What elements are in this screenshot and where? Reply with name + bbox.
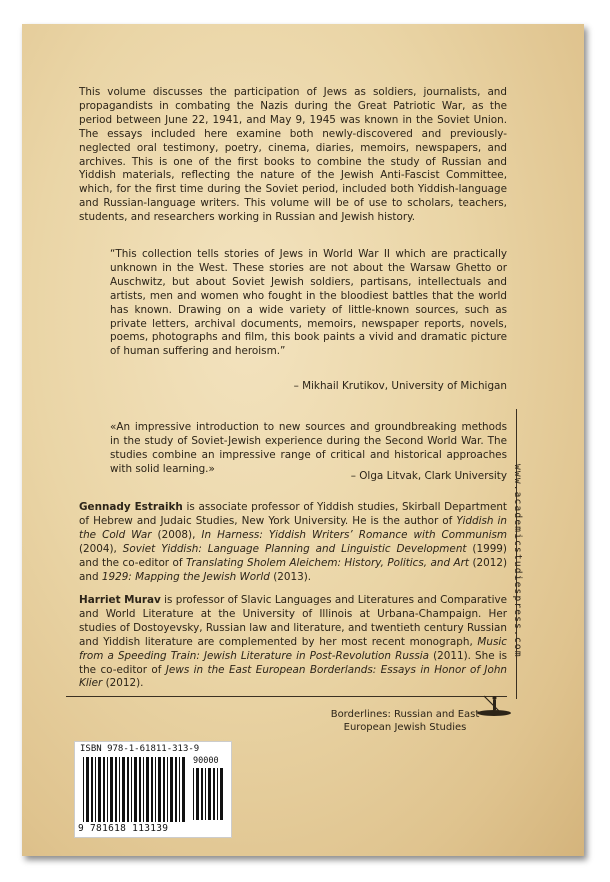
blurb-quote-litvak: «An impressive introduction to new sources and groundbreaking methods in the study of Soviet-Jewish experience during the Second World War. The studies combine an impressive range of critical and historical approaches with solid learning.»: [110, 421, 507, 475]
isbn-label: ISBN 978-1-61811-313-9: [80, 744, 200, 754]
publisher-website: www.academicstudiespress.com: [512, 464, 523, 658]
editor-name: Harriet Murav: [79, 594, 161, 606]
editor-bio-estraikh: Gennady Estraikh is associate professor of Yiddish studies, Skirball Department of Hebrew and Judaic Studies, New York University. He is the author of Yiddish in the Cold War (2008), In Harness: Yiddish Writers’ Romance with Communism (2004), Soviet Yiddish: Language Planning and Linguistic Development (1999) and the co-editor of Translating Sholem Aleichem: History, Politics, and Art (2012) and 1929: Mapping the Jewish World (2013).: [79, 501, 508, 583]
blurb-quote-krutikov: “This collection tells stories of Jews in World War II which are practically unknown in the West. These stories are not about the Warsaw Ghetto or Auschwitz, but about Soviet Jewish soldiers, partisans, intellectuals and artists, men and women who fought in the bloodiest battles that the world has known. Drawing on a wide variety of little-known sources, such as private letters, archival documents, memoirs, newspaper reports, novels, poems, photographs and film, this book paints a vivid and dramatic picture of human suffering and heroism.”: [110, 248, 507, 358]
barcode-number: 9 781618 113139: [78, 823, 169, 834]
editor-name: Gennady Estraikh: [79, 501, 183, 513]
series-title: Borderlines: Russian and East European Jewish Studies: [330, 709, 480, 733]
blurb-attribution-litvak: – Olga Litvak, Clark University: [350, 470, 507, 482]
book-back-cover: [22, 24, 584, 856]
price-code: 90000: [193, 756, 219, 766]
blurb-attribution-krutikov: – Mikhail Krutikov, University of Michigan: [293, 380, 507, 392]
book-description: This volume discusses the participation of Jews as soldiers, journalists, and propagandists in combating the Nazis during the Great Patriotic War, as the period between June 22, 1941, and May 9, 1945 was known in the Soviet Union. The essays included here examine both newly-discovered and previously-neglected oral testimony, poetry, cinema, diaries, memoirs, newspapers, and archives. This is one of the first books to combine the study of Russian and Yiddish materials, reflecting the nature of the Jewish Anti-Fascist Committee, which, for the first time during the Soviet period, included both Yiddish-language and Russian-language writers. This volume will be of use to scholars, teachers, students, and researchers working in Russian and Jewish history.: [79, 86, 507, 224]
horizontal-divider: [66, 696, 507, 697]
editor-bio-murav: Harriet Murav is professor of Slavic Languages and Literatures and Comparative and World Literature at the University of Illinois at Urbana-Champaign. Her studies of Dostoyevsky, Russian law and literature, and twentieth century Russian and Yiddish literature are complemented by her most recent monograph, Music from a Speeding Train: Jewish Literature in Post-Revolution Russia (2011). She is the co-editor of Jews in the East European Borderlands: Essays in Honor of John Klier (2012).: [79, 594, 508, 690]
barcode-area: [74, 741, 232, 838]
